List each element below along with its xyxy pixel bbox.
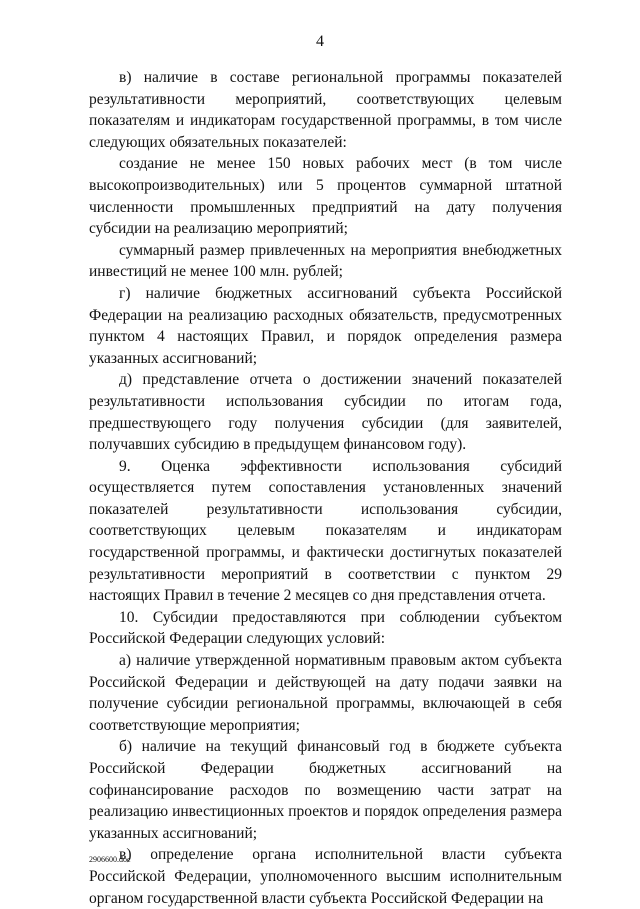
paragraph-b-budget: б) наличие на текущий финансовый год в бюджете субъекта Российской Федерации бюджетных ассигнований на софинансирование расходов по возмещению части затрат на реализацию инвестиционных проектов и порядок определения размера указанных ассигнований;: [89, 738, 562, 842]
paragraph-g-budget: г) наличие бюджетных ассигнований субъекта Российской Федерации на реализацию расходных обязательств, предусмотренных пунктом 4 настоящих Правил, и порядок определения размера указанных ассигнований;: [89, 284, 562, 367]
footer-filename: 2906600.doc: [89, 855, 131, 864]
paragraph-9-evaluation: 9. Оценка эффективности использования субсидий осуществляется путем сопоставления установленных значений показателей результативности использования субсидии, соответствующих целевым показателям и индикаторам государственной программы, и фактически достигнутых показателей результативности мероприятий в соответствии с пунктом 29 настоящих Правил в течение 2 месяцев со дня представления отчета.: [89, 457, 562, 605]
paragraph-v-indicators: в) наличие в составе региональной программы показателей результативности мероприятий, соответствующих целевым показателям и индикаторам государственной программы, в том числе следующих обязательных показателей:: [89, 69, 562, 151]
paragraph-a-program: а) наличие утвержденной нормативным правовым актом субъекта Российской Федерации и действующей на дату подачи заявки на получение субсидии региональной программы, включающей в себя соответствующие мероприятия;: [89, 652, 562, 734]
document-body: [89, 67, 562, 909]
page-number: 4: [316, 33, 324, 50]
paragraph-investment-indicator: суммарный размер привлеченных на мероприятия внебюджетных инвестиций не менее 100 млн. рублей;: [89, 241, 562, 281]
paragraph-v-authority: в) определение органа исполнительной власти субъекта Российской Федерации, уполномоченного высшим исполнительным органом государственной власти субъекта Российской Федерации на: [89, 846, 562, 907]
paragraph-jobs-indicator: создание не менее 150 новых рабочих мест (в том числе высокопроизводительных) или 5 процентов суммарной штатной численности промышленных предприятий на дату получения субсидии на реализацию мероприятий;: [89, 155, 562, 238]
paragraph-d-report: д) представление отчета о достижении значений показателей результативности использования субсидии по итогам года, предшествующего году получения субсидии (для заявителей, получавших субсидию в предыдущем финансовом году).: [89, 371, 562, 454]
paragraph-10-conditions: 10. Субсидии предоставляются при соблюдении субъектом Российской Федерации следующих условий:: [89, 608, 562, 648]
